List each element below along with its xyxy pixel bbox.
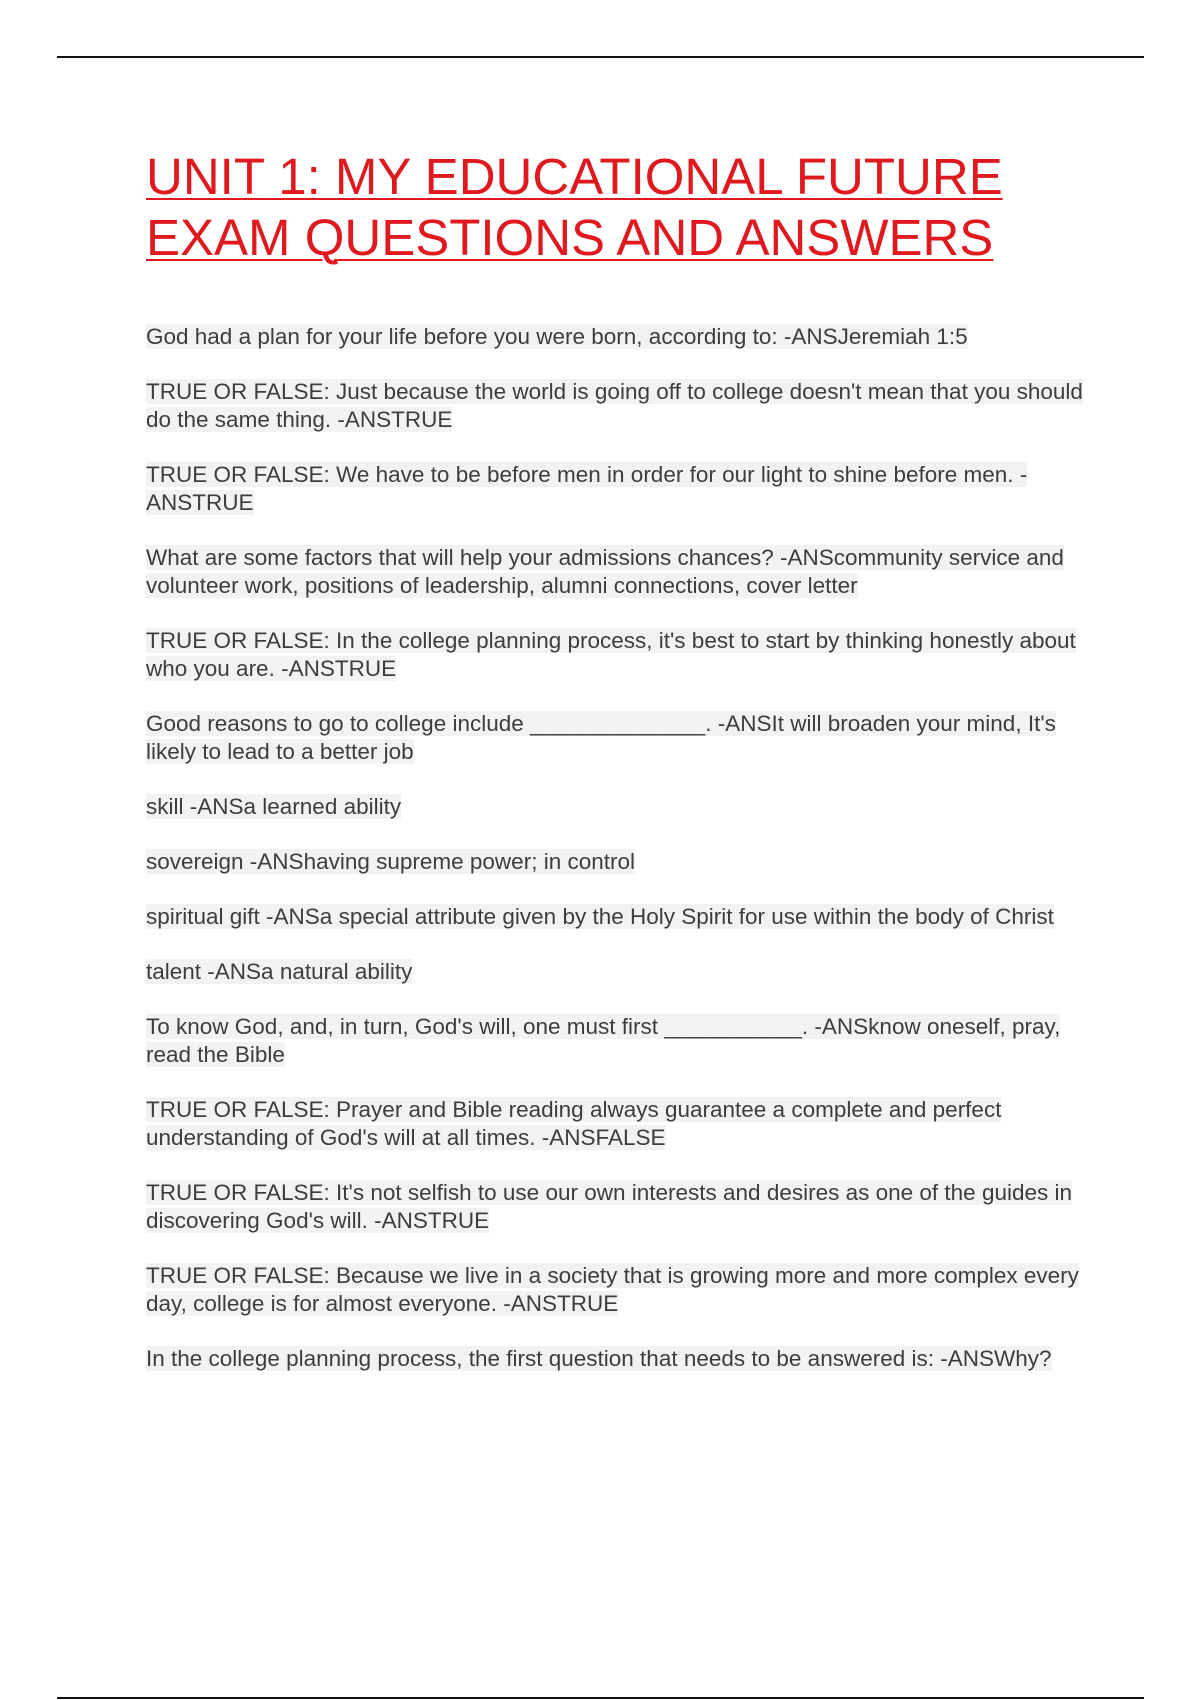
qa-item [146, 903, 1096, 931]
qa-list [146, 323, 1096, 1373]
qa-item [146, 1013, 1096, 1069]
qa-text: sovereign -ANShaving supreme power; in control [146, 849, 635, 874]
qa-text: TRUE OR FALSE: Because we live in a society that is growing more and more complex every day, college is for almost everyone. -ANSTRUE [146, 1263, 1079, 1316]
qa-text: TRUE OR FALSE: We have to be before men in order for our light to shine before men. -ANSTRUE [146, 462, 1028, 515]
qa-item [146, 627, 1096, 683]
bottom-rule [57, 1697, 1144, 1699]
qa-item [146, 1179, 1096, 1235]
qa-text: TRUE OR FALSE: It's not selfish to use our own interests and desires as one of the guides in discovering God's will. -ANSTRUE [146, 1180, 1073, 1233]
qa-text: TRUE OR FALSE: Prayer and Bible reading always guarantee a complete and perfect understanding of God's will at all times. -ANSFALSE [146, 1097, 1002, 1150]
qa-item [146, 710, 1096, 766]
qa-item [146, 1345, 1096, 1373]
qa-item [146, 848, 1096, 876]
qa-text: What are some factors that will help your admissions chances? -ANScommunity service and volunteer work, positions of leadership, alumni connections, cover letter [146, 545, 1064, 598]
qa-text: TRUE OR FALSE: Just because the world is going off to college doesn't mean that you should do the same thing. -ANSTRUE [146, 379, 1083, 432]
document-title [146, 146, 1096, 268]
qa-item [146, 461, 1096, 517]
qa-text: Good reasons to go to college include ______________. -ANSIt will broaden your mind, It's likely to lead to a better job [146, 711, 1056, 764]
qa-item [146, 1096, 1096, 1152]
qa-text: In the college planning process, the first question that needs to be answered is: -ANSWhy? [146, 1346, 1052, 1371]
qa-text: To know God, and, in turn, God's will, one must first ___________. -ANSknow oneself, pray, read the Bible [146, 1014, 1061, 1067]
title-line-1: UNIT 1: MY EDUCATIONAL FUTURE [146, 148, 1003, 205]
qa-text: God had a plan for your life before you were born, according to: -ANSJeremiah 1:5 [146, 324, 968, 349]
document-body [146, 146, 1096, 1400]
qa-item [146, 378, 1096, 434]
qa-item [146, 544, 1096, 600]
qa-item [146, 323, 1096, 351]
qa-text: TRUE OR FALSE: In the college planning process, it's best to start by thinking honestly about who you are. -ANSTRUE [146, 628, 1076, 681]
title-line-2: EXAM QUESTIONS AND ANSWERS [146, 209, 994, 266]
top-rule [57, 56, 1144, 58]
qa-item [146, 793, 1096, 821]
qa-text: talent -ANSa natural ability [146, 959, 413, 984]
qa-item [146, 1262, 1096, 1318]
qa-item [146, 958, 1096, 986]
qa-text: spiritual gift -ANSa special attribute given by the Holy Spirit for use within the body of Christ [146, 904, 1054, 929]
qa-text: skill -ANSa learned ability [146, 794, 402, 819]
